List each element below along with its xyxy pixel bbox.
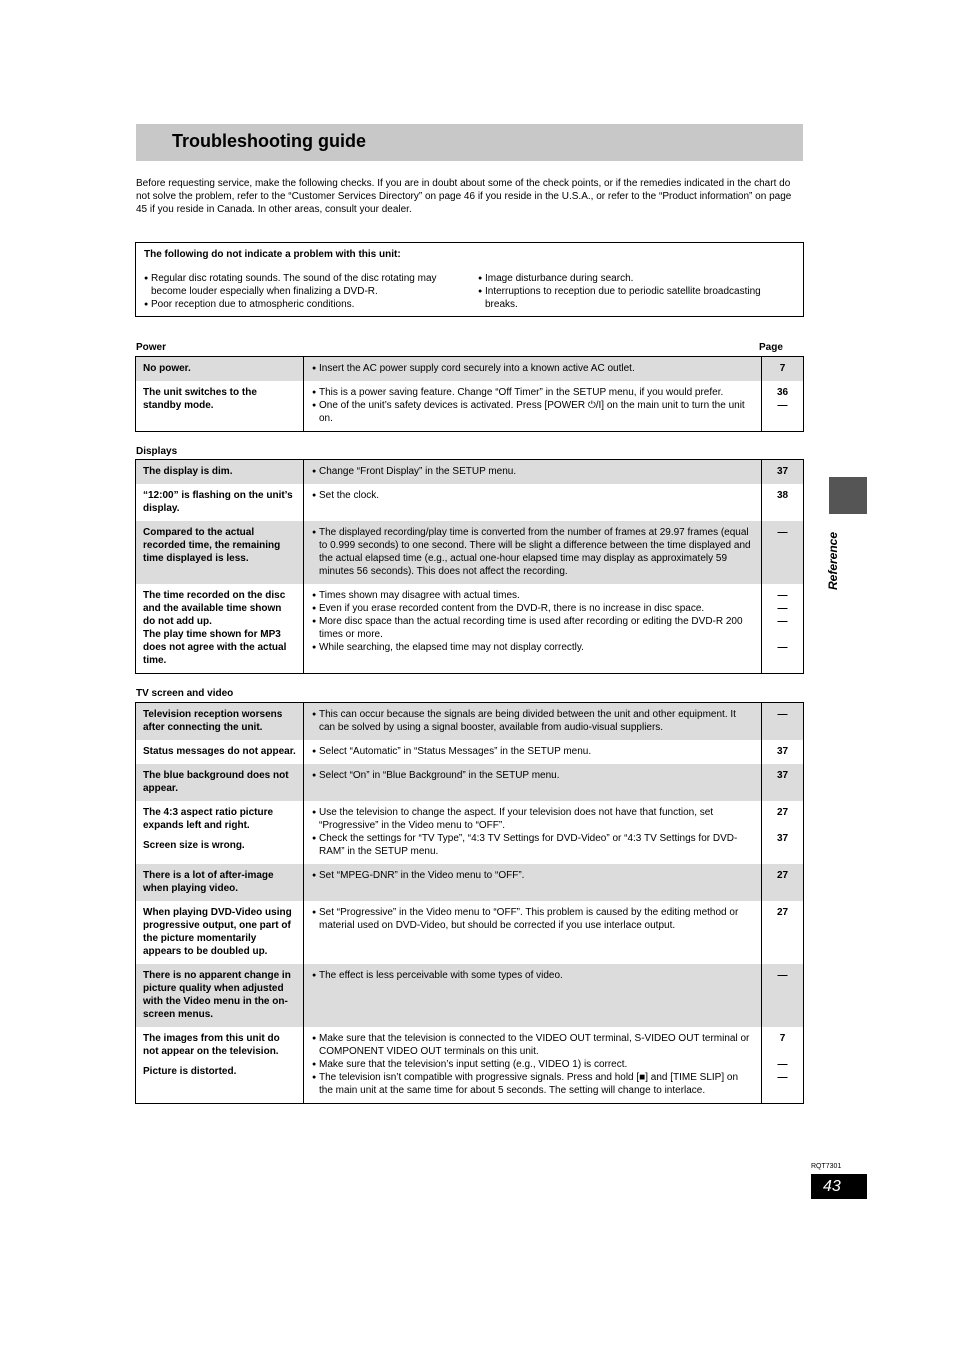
remedy-item: ● The television isn’t compatible with progressive signals. Press and hold [■] and [TIME SLIP] on the main unit at the same time for about 5 seconds. The setting will change to interlace. bbox=[312, 1071, 754, 1097]
notice-title: The following do not indicate a problem with this unit: bbox=[144, 249, 401, 260]
page-ref-cell bbox=[762, 740, 804, 764]
problem-cell bbox=[136, 864, 304, 901]
remedy-item: ● This can occur because the signals are being divided between the unit and other equipment. It can be solved by using a signal booster, available from audio-visual suppliers. bbox=[312, 708, 754, 734]
spacer bbox=[143, 1058, 296, 1065]
section-label: TV screen and video bbox=[136, 688, 234, 699]
problem-text: No power. bbox=[143, 363, 191, 374]
problem-cell bbox=[136, 740, 304, 764]
table-row bbox=[136, 357, 804, 382]
page-ref-cell bbox=[762, 801, 804, 864]
remedy-item: ● The effect is less perceivable with some types of video. bbox=[312, 969, 754, 982]
problem-cell bbox=[136, 521, 304, 584]
remedy-item: ● Make sure that the television’s input setting (e.g., VIDEO 1) is correct. bbox=[312, 1058, 754, 1071]
problem-text: The play time shown for MP3 does not agree with the actual time. bbox=[143, 629, 287, 666]
remedy-cell bbox=[304, 901, 762, 964]
remedy-item: ● Even if you erase recorded content from the DVD-R, there is no increase in disc space. bbox=[312, 602, 754, 615]
page-ref-cell bbox=[762, 584, 804, 674]
page-ref-cell bbox=[762, 703, 804, 741]
page-title: Troubleshooting guide bbox=[172, 131, 366, 151]
page-ref: — bbox=[777, 400, 788, 411]
intro-paragraph: Before requesting service, make the following checks. If you are in doubt about some of the check points, or if the remedies indicated in the chart do not solve the problem, refer to the “Customer Services Directory” on page 46 if you reside in the U.S.A., or refer to the “Product information” on page 45 if you reside in Canada. In other areas, consult your dealer. bbox=[136, 178, 792, 215]
remedy-cell bbox=[304, 964, 762, 1027]
page-ref: 37 bbox=[776, 833, 789, 844]
problem-cell bbox=[136, 357, 304, 382]
problem-text: The blue background does not appear. bbox=[143, 770, 289, 794]
remedy-item: ● Select “On” in “Blue Background” in the SETUP menu. bbox=[312, 769, 754, 782]
page-ref-cell bbox=[762, 901, 804, 964]
remedy-cell bbox=[304, 703, 762, 741]
table-row bbox=[136, 864, 804, 901]
problem-text: The unit switches to the standby mode. bbox=[143, 387, 257, 411]
page-ref: — bbox=[777, 970, 788, 981]
problem-cell bbox=[136, 901, 304, 964]
troubleshooting-table bbox=[135, 459, 804, 674]
problem-text: Television reception worsens after connecting the unit. bbox=[143, 709, 283, 733]
remedy-item: ● This is a power saving feature. Change “Off Timer” in the SETUP menu, if you would prefer. bbox=[312, 386, 754, 399]
problem-cell bbox=[136, 381, 304, 432]
page-ref-cell bbox=[762, 381, 804, 432]
notice-item: ● Image disturbance during search. bbox=[478, 272, 796, 285]
table-row bbox=[136, 460, 804, 485]
page-ref: — bbox=[777, 527, 788, 538]
remedy-item: ● While searching, the elapsed time may not display correctly. bbox=[312, 641, 754, 654]
table-row bbox=[136, 764, 804, 801]
page-ref: 37 bbox=[776, 770, 789, 781]
page-ref: 27 bbox=[776, 907, 789, 918]
page-number: 43 bbox=[811, 1174, 867, 1199]
page-ref-cell bbox=[762, 484, 804, 521]
problem-text: There is a lot of after-image when playing video. bbox=[143, 870, 274, 894]
remedy-item: ● The displayed recording/play time is converted from the number of frames at 29.97 frames (equal to 0.999 seconds) to one second. There will be slight a difference between the time displayed and the actual elapsed time (e.g., actual one-hour elapsed time may display as approximately 59 minutes 56 seconds). This does not affect the recording. bbox=[312, 526, 754, 578]
remedy-item: ● Check the settings for “TV Type”, “4:3 TV Settings for DVD-Video” or “4:3 TV Settings for DVD-RAM” in the SETUP menu. bbox=[312, 832, 754, 858]
page-ref bbox=[762, 819, 803, 832]
remedy-cell bbox=[304, 1027, 762, 1104]
problem-text: Picture is distorted. bbox=[143, 1066, 237, 1077]
page-ref: — bbox=[777, 590, 788, 601]
page-ref: — bbox=[777, 603, 788, 614]
problem-cell bbox=[136, 460, 304, 485]
problem-text: There is no apparent change in picture quality when adjusted with the Video menu in the on-screen menus. bbox=[143, 970, 291, 1020]
page-ref: 7 bbox=[779, 363, 786, 374]
page-ref: — bbox=[777, 1059, 788, 1070]
section-tab-marker bbox=[829, 477, 867, 514]
remedy-item: ● More disc space than the actual recording time is used after recording or editing the DVD-R 200 times or more. bbox=[312, 615, 754, 641]
table-row bbox=[136, 703, 804, 741]
problem-text: Screen size is wrong. bbox=[143, 840, 245, 851]
problem-text: When playing DVD-Video using progressive output, one part of the picture momentarily appears to be doubled up. bbox=[143, 907, 292, 957]
remedy-cell bbox=[304, 460, 762, 485]
page-ref: 7 bbox=[779, 1033, 786, 1044]
side-section-label: Reference bbox=[826, 531, 840, 590]
page-ref-cell bbox=[762, 764, 804, 801]
problem-text: The images from this unit do not appear on the television. bbox=[143, 1033, 280, 1057]
page-ref: 27 bbox=[776, 870, 789, 881]
page-ref-cell bbox=[762, 460, 804, 485]
remedy-cell bbox=[304, 484, 762, 521]
model-number: RQT7301 bbox=[811, 1163, 842, 1170]
remedy-item: ● Times shown may disagree with actual times. bbox=[312, 589, 754, 602]
problem-text: The display is dim. bbox=[143, 466, 233, 477]
section-label: Power bbox=[136, 342, 167, 353]
problem-cell bbox=[136, 584, 304, 674]
problem-cell bbox=[136, 764, 304, 801]
page-ref: — bbox=[777, 616, 788, 627]
problem-cell bbox=[136, 1027, 304, 1104]
spacer bbox=[143, 832, 296, 839]
remedy-item: ● Select “Automatic” in “Status Messages” in the SETUP menu. bbox=[312, 745, 754, 758]
notice-column-2 bbox=[478, 272, 796, 311]
remedy-item: ● Insert the AC power supply cord securely into a known active AC outlet. bbox=[312, 362, 754, 375]
notice-item: ● Interruptions to reception due to periodic satellite broadcasting breaks. bbox=[478, 285, 796, 311]
page-ref-cell bbox=[762, 1027, 804, 1104]
notice-column-1 bbox=[144, 272, 464, 311]
page-ref bbox=[762, 628, 803, 641]
table-row bbox=[136, 901, 804, 964]
page-column-header: Page bbox=[759, 342, 783, 353]
problem-text: Status messages do not appear. bbox=[143, 746, 296, 757]
problem-text: Compared to the actual recorded time, the remaining time displayed is less. bbox=[143, 527, 281, 564]
notice-item: ● Regular disc rotating sounds. The sound of the disc rotating may become louder especially when finalizing a DVD-R. bbox=[144, 272, 464, 298]
troubleshooting-table bbox=[135, 356, 804, 432]
remedy-cell bbox=[304, 764, 762, 801]
page-ref: 27 bbox=[776, 807, 789, 818]
page-ref: 37 bbox=[776, 466, 789, 477]
problem-cell bbox=[136, 703, 304, 741]
page-ref-cell bbox=[762, 964, 804, 1027]
remedy-cell bbox=[304, 584, 762, 674]
page-ref bbox=[762, 1045, 803, 1058]
problem-cell bbox=[136, 964, 304, 1027]
problem-cell bbox=[136, 801, 304, 864]
page-ref: 36 bbox=[776, 387, 789, 398]
title-bar bbox=[136, 124, 803, 161]
remedy-cell bbox=[304, 381, 762, 432]
table-row bbox=[136, 584, 804, 674]
table-row bbox=[136, 381, 804, 432]
remedy-cell bbox=[304, 864, 762, 901]
remedy-item: ● One of the unit’s safety devices is activated. Press [POWER ⏻/I] on the main unit to turn the unit on. bbox=[312, 399, 754, 425]
page-ref: 38 bbox=[776, 490, 789, 501]
page-ref: — bbox=[777, 1072, 788, 1083]
problem-cell bbox=[136, 484, 304, 521]
page-ref-cell bbox=[762, 521, 804, 584]
page-ref: — bbox=[777, 642, 788, 653]
notice-box bbox=[135, 242, 804, 317]
table-row bbox=[136, 521, 804, 584]
page-ref-cell bbox=[762, 864, 804, 901]
problem-text: “12:00” is flashing on the unit’s display. bbox=[143, 490, 293, 514]
page-ref: 37 bbox=[776, 746, 789, 757]
remedy-cell bbox=[304, 521, 762, 584]
remedy-item: ● Set the clock. bbox=[312, 489, 754, 502]
remedy-item: ● Make sure that the television is connected to the VIDEO OUT terminal, S-VIDEO OUT terminal or COMPONENT VIDEO OUT terminals on this unit. bbox=[312, 1032, 754, 1058]
remedy-cell bbox=[304, 740, 762, 764]
table-row bbox=[136, 740, 804, 764]
notice-item: ● Poor reception due to atmospheric conditions. bbox=[144, 298, 464, 311]
troubleshooting-table bbox=[135, 702, 804, 1104]
remedy-cell bbox=[304, 801, 762, 864]
page-ref: — bbox=[777, 709, 788, 720]
problem-text: The time recorded on the disc and the available time shown do not add up. bbox=[143, 590, 286, 627]
table-row bbox=[136, 964, 804, 1027]
section-label: Displays bbox=[136, 446, 178, 457]
table-row bbox=[136, 1027, 804, 1104]
page-ref-cell bbox=[762, 357, 804, 382]
problem-text: The 4:3 aspect ratio picture expands left and right. bbox=[143, 807, 274, 831]
remedy-item: ● Use the television to change the aspect. If your television does not have that function, set “Progressive” in the Video menu to “OFF”. bbox=[312, 806, 754, 832]
remedy-item: ● Set “Progressive” in the Video menu to “OFF”. This problem is caused by the editing method or material used on DVD-Video, but should be corrected if you use interlace output. bbox=[312, 906, 754, 932]
remedy-item: ● Change “Front Display” in the SETUP menu. bbox=[312, 465, 754, 478]
remedy-cell bbox=[304, 357, 762, 382]
table-row bbox=[136, 484, 804, 521]
table-row bbox=[136, 801, 804, 864]
remedy-item: ● Set “MPEG-DNR” in the Video menu to “OFF”. bbox=[312, 869, 754, 882]
